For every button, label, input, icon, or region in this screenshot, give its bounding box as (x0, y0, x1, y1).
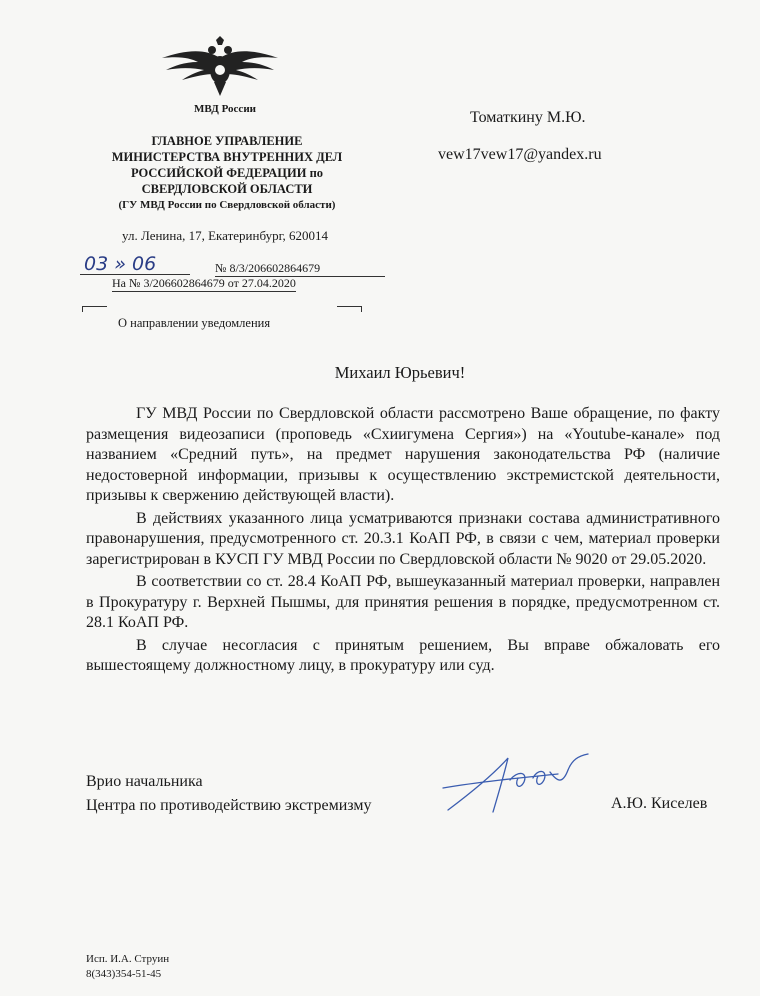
org-full-name (82, 133, 372, 213)
org-line: СВЕРДЛОВСКОЙ ОБЛАСТИ (141, 182, 313, 196)
signer-position (86, 770, 371, 818)
letter-body (86, 404, 720, 679)
org-line: МИНИСТЕРСТВА ВНУТРЕННИХ ДЕЛ (111, 150, 343, 164)
reference-number: На № 3/206602864679 от 27.04.2020 (112, 276, 296, 290)
date-underline (80, 274, 190, 275)
letter-subject: О направлении уведомления (118, 316, 271, 330)
executor-phone: 8(343)354-51-45 (86, 968, 162, 980)
handwritten-date: 03 » 06 (84, 253, 157, 275)
body-paragraph: В действиях указанного лица усматриваются признаки состава административного правонарушения, предусмотренного ст. 20.3.1 КоАП РФ, в связи с чем, материал проверки зарегистрирован в КУСП ГУ МВД России по Свердловской области № 9020 от 29.05.2020. (86, 509, 720, 568)
position-line: Центра по противодействию экстремизму (86, 797, 372, 814)
subject-bracket-right (337, 306, 362, 312)
position-line: Врио начальника (86, 773, 203, 790)
eagle-emblem-icon (160, 36, 280, 98)
body-paragraph: В соответствии со ст. 28.4 КоАП РФ, вышеуказанный материал проверки, направлен в Прокуратуру г. Верхней Пышмы, для принятия решения в порядке, предусмотренном ст. 28.1 КоАП РФ. (86, 573, 720, 631)
org-short-name: МВД России (193, 103, 256, 115)
org-line: РОССИЙСКОЙ ФЕДЕРАЦИИ по (130, 166, 324, 180)
executor-name: Исп. И.А. Струин (86, 953, 170, 965)
body-paragraph: В случае несогласия с принятым решением, Вы вправе обжаловать его вышестоящему должностному лицу, в прокуратуру или суд. (86, 636, 720, 674)
executor-info (86, 952, 169, 982)
org-address: ул. Ленина, 17, Екатеринбург, 620014 (122, 228, 328, 243)
org-line: (ГУ МВД России по Свердловской области) (118, 199, 336, 211)
body-paragraph: ГУ МВД России по Свердловской области рассмотрено Ваше обращение, по факту размещения видеозаписи (проповедь «Схиигумена Сергия») на «Youtube-канале» под названием «Средний путь», на предмет нарушения законодательства РФ (наличие недостоверной информации, призывы к осуществлению экстремистской деятельности, призывы к свержению действующей власти). (86, 405, 720, 504)
org-line: ГЛАВНОЕ УПРАВЛЕНИЕ (151, 134, 303, 148)
date-number-line (80, 253, 380, 277)
handwritten-signature (438, 750, 618, 820)
salutation: Михаил Юрьевич! (334, 363, 466, 382)
subject-bracket-left (82, 306, 107, 312)
recipient-name: Томаткину М.Ю. (470, 109, 586, 126)
outgoing-number: № 8/3/206602864679 (215, 261, 385, 277)
recipient-email: vew17vew17@yandex.ru (438, 146, 602, 163)
signer-name: А.Ю. Киселев (611, 795, 708, 812)
